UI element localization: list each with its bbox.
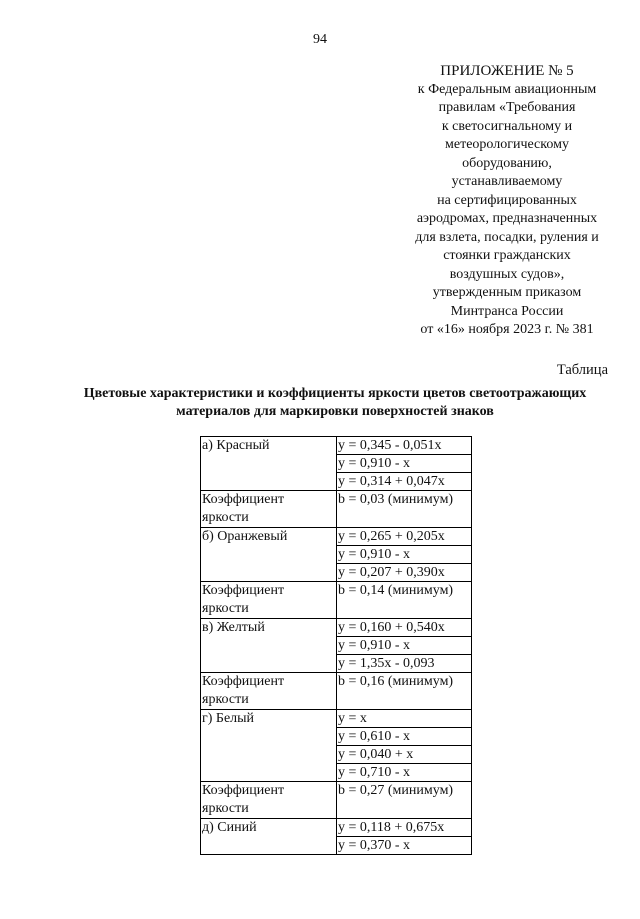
coefficient-value-cell: b = 0,03 (минимум) [337,491,472,528]
appendix-line: воздушных судов», [449,266,565,282]
formula-cell: y = 0,265 + 0,205x [337,528,472,546]
table-title-line: материалов для маркировки поверхностей знаков [176,404,494,419]
formula-cell: y = 0,910 - x [337,546,472,564]
table-row [201,437,472,455]
appendix-line: аэродромах, предназначенных [416,211,598,226]
color-name-cell: д) Синий [201,819,337,855]
formula-cell: y = 0,345 - 0,051x [337,437,472,455]
table-row [201,528,472,546]
formula-cell: y = 0,910 - x [337,637,472,655]
coefficient-label-line: яркости [202,601,249,616]
page-number: 94 [313,32,327,47]
coefficient-label-cell [201,782,337,819]
table-row [201,782,472,819]
coefficient-label-line: Коэффициент [202,783,285,798]
table-label: Таблица [556,362,608,378]
coefficient-value-cell: b = 0,27 (минимум) [337,782,472,819]
coefficient-label-cell [201,582,337,619]
appendix-line: метеорологическому [445,137,569,152]
appendix-line: ПРИЛОЖЕНИЕ № 5 [440,63,574,79]
formula-cell: y = 0,610 - x [337,728,472,746]
coefficient-label-cell [201,491,337,528]
appendix-header [392,62,622,340]
appendix-line: правилам «Требования [438,100,576,115]
formula-cell: y = 0,370 - x [337,837,472,855]
formula-cell: y = 0,314 + 0,047x [337,473,472,491]
appendix-line: стоянки гражданских [443,248,571,263]
coefficient-value-cell: b = 0,16 (минимум) [337,673,472,710]
table-title-line: Цветовые характеристики и коэффициенты яркости цветов светоотражающих [83,386,587,401]
formula-cell: y = 0,207 + 0,390x [337,564,472,582]
appendix-line: к светосигнальному и [441,118,573,134]
color-characteristics-table [200,436,472,855]
table-row [201,491,472,528]
table-row [201,619,472,637]
coefficient-label-line: Коэффициент [202,583,285,598]
formula-cell: y = 0,040 + x [337,746,472,764]
appendix-line: оборудованию, [462,155,552,171]
table-row [201,673,472,710]
formula-cell: y = 0,118 + 0,675x [337,819,472,837]
coefficient-label-line: яркости [202,692,249,707]
appendix-line: утвержденным приказом [432,285,582,300]
formula-cell: y = 1,35x - 0,093 [337,655,472,673]
coefficient-label-line: яркости [202,801,249,816]
appendix-line: от «16» ноября 2023 г. № 381 [420,322,594,337]
table-row [201,582,472,619]
appendix-line: на сертифицированных [437,192,577,208]
table-row [201,710,472,728]
formula-cell: y = 0,710 - x [337,764,472,782]
formula-cell: y = 0,910 - x [337,455,472,473]
coefficient-label-cell [201,673,337,710]
coefficient-value-cell: b = 0,14 (минимум) [337,582,472,619]
appendix-line: Минтранса России [450,303,564,319]
coefficient-label-line: яркости [202,510,249,525]
color-name-cell: б) Оранжевый [201,528,337,582]
coefficient-label-line: Коэффициент [202,674,285,689]
color-name-cell: г) Белый [201,710,337,782]
color-name-cell: а) Красный [201,437,337,491]
appendix-line: устанавливаемому [451,174,563,189]
table-row [201,819,472,837]
color-name-cell: в) Желтый [201,619,337,673]
appendix-line: к Федеральным авиационным [417,81,597,97]
coefficient-label-line: Коэффициент [202,492,285,507]
appendix-line: для взлета, посадки, руления и [415,229,599,245]
formula-cell: y = 0,160 + 0,540x [337,619,472,637]
formula-cell: y = x [337,710,472,728]
table-title [40,385,630,421]
